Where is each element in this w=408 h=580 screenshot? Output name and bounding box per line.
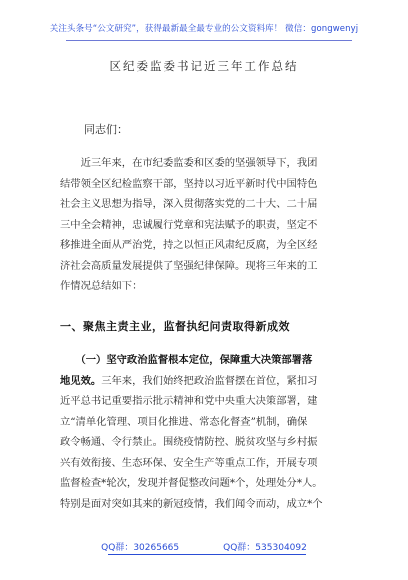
paragraph-line: 近平总书记重要指示批示精神和党中央重大决策部署，建 (60, 395, 318, 407)
paragraph-line: 兴有效衔接、生态环保、安全生产等重点工作，开展专项 (60, 456, 318, 469)
header-divider (66, 40, 352, 41)
document-title: 区纪委监委书记近三年工作总结 (109, 59, 299, 73)
paragraph-line: 结带领全区纪检监察干部，坚持以习近平新时代中国特色 (60, 177, 318, 190)
paragraph-line: 近三年来，在市纪委监委和区委的坚强领导下，我团 (60, 157, 318, 169)
footer-divider (108, 554, 306, 555)
paragraph-line: 政令畅通、令行禁止。围绕疫情防控、脱贫攻坚与乡村振 (60, 436, 318, 448)
paragraph-line: 特别是面对突如其来的新冠疫情，我们闻令而动，成立*个 (60, 497, 323, 510)
paragraph-line: 社会主义思想为指导，深入贯彻落实党的二十大、二十届 (60, 198, 318, 210)
header-promo-text: 关注头条号“公文研究”，获得最新最全最专业的公文资料库！ 微信：gongwenyj (49, 24, 359, 34)
paragraph-line: 作情况总结如下： (60, 280, 143, 292)
paragraph-intro (60, 153, 360, 297)
paragraph-political-supervision (60, 350, 360, 514)
sub-heading-line (60, 350, 360, 371)
paragraph-line: 移推进全面从严治党，持之以恒正风肃纪反腐，为全区经 (60, 239, 318, 251)
footer (0, 540, 408, 553)
paragraph-line (60, 371, 360, 392)
paragraph-first-text: 三年来，我们始终把政治监督摆在首位，紧扣习 (101, 374, 318, 387)
footer-qq-group-2: QQ群：535304092 (223, 543, 307, 553)
paragraph-line: 立“清单化管理、项目化推进、常态化督查”机制，确保 (60, 415, 308, 428)
paragraph-line: 三中全会精神，忠诚履行党章和宪法赋予的职责，坚定不 (60, 218, 318, 231)
footer-qq-group-1: QQ群：30265665 (101, 543, 180, 553)
greeting: 同志们： (84, 123, 128, 136)
section-heading: 一、聚焦主责主业，监督执纪问责取得新成效 (60, 320, 290, 333)
sub-heading-part1: （一）坚守政治监督根本定位，保障重大决策部署落 (60, 354, 313, 366)
paragraph-line: 监督检查*轮次，发现并督促整改问题*个，处理处分*人。 (60, 477, 323, 489)
paragraph-line: 济社会高质量发展提供了坚强纪律保障。现将三年来的工 (60, 259, 318, 272)
sub-heading-part2: 地见效。 (60, 374, 102, 387)
